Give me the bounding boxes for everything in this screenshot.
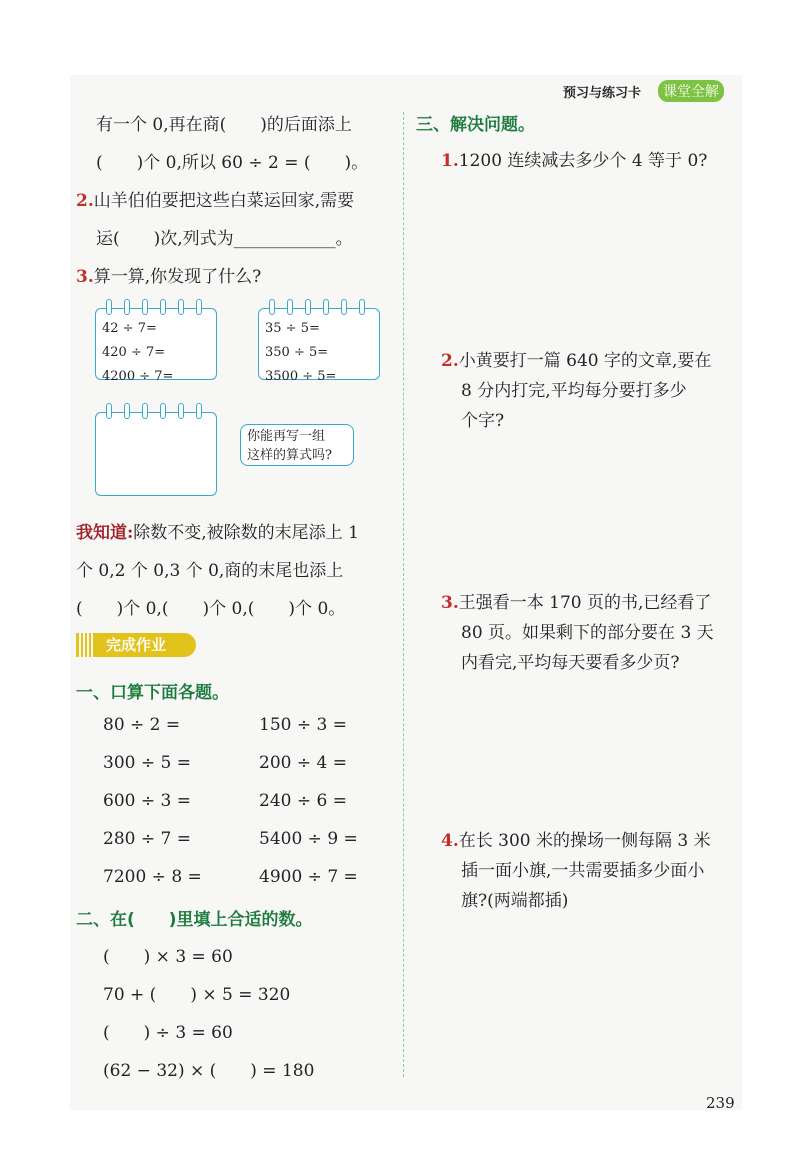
text-line: ( )个 0,所以 60 ÷ 2 = ( )。 bbox=[96, 153, 369, 173]
equation: 35 ÷ 5= bbox=[265, 321, 320, 336]
know-text: 个 0,2 个 0,3 个 0,商的末尾也添上 bbox=[76, 561, 344, 581]
text-line: 有一个 0,再在商( )的后面添上 bbox=[96, 115, 352, 135]
question-number: 2. bbox=[441, 351, 459, 371]
fill-item: ( ) ÷ 3 = 60 bbox=[103, 1023, 233, 1043]
column-divider bbox=[403, 112, 404, 1077]
section-heading: 一、口算下面各题。 bbox=[76, 683, 229, 703]
problem-text bbox=[441, 588, 711, 613]
section-banner: 完成作业 bbox=[76, 633, 196, 657]
bubble-text: 这样的算式吗? bbox=[247, 448, 332, 463]
calc-item: 200 ÷ 4 = bbox=[259, 753, 347, 773]
question-text: 算一算,你发现了什么? bbox=[93, 267, 262, 287]
calc-item: 150 ÷ 3 = bbox=[259, 715, 347, 735]
equation: 3500 ÷ 5= bbox=[265, 369, 337, 384]
know-text: ( )个 0,( )个 0,( )个 0。 bbox=[76, 599, 346, 619]
calc-item: 7200 ÷ 8 = bbox=[103, 867, 202, 887]
problem-text: 旗?(两端都插) bbox=[461, 891, 569, 911]
header-badge: 课堂全解 bbox=[658, 80, 724, 102]
equation: 42 ÷ 7= bbox=[102, 321, 157, 336]
problem-text: 内看完,平均每天要看多少页? bbox=[461, 653, 680, 673]
know-label: 我知道: bbox=[76, 523, 134, 543]
notepad-blank bbox=[95, 412, 217, 496]
problem-text: 80 页。如果剩下的部分要在 3 天 bbox=[461, 623, 714, 643]
page-number: 239 bbox=[706, 1094, 735, 1112]
question-number: 1. bbox=[441, 151, 459, 171]
speech-bubble bbox=[240, 424, 354, 466]
calc-item: 80 ÷ 2 = bbox=[103, 715, 181, 735]
calc-item: 240 ÷ 6 = bbox=[259, 791, 347, 811]
problem-text bbox=[441, 826, 711, 851]
equation: 4200 ÷ 7= bbox=[102, 369, 174, 384]
question-text: 山羊伯伯要把这些白菜运回家,需要 bbox=[93, 191, 355, 211]
problem-line: 小黄要打一篇 640 字的文章,要在 bbox=[458, 351, 712, 371]
question-number: 3. bbox=[441, 593, 459, 613]
problem-line: 王强看一本 170 页的书,已经看了 bbox=[458, 593, 712, 613]
fill-item: (62 − 32) × ( ) = 180 bbox=[103, 1061, 315, 1081]
section-heading: 二、在( )里填上合适的数。 bbox=[76, 910, 313, 930]
calc-item: 4900 ÷ 7 = bbox=[259, 867, 358, 887]
problem-text: 个字? bbox=[461, 411, 505, 431]
problem-text: 插一面小旗,一共需要插多少面小 bbox=[461, 861, 705, 881]
fill-item: ( ) × 3 = 60 bbox=[103, 947, 233, 967]
problem-text: 8 分内打完,平均每分要打多少 bbox=[461, 381, 687, 401]
equation: 350 ÷ 5= bbox=[265, 345, 329, 360]
problem-text bbox=[441, 346, 711, 371]
question-number: 3. bbox=[76, 267, 94, 287]
fill-item: 70 + ( ) × 5 = 320 bbox=[103, 985, 291, 1005]
question-text: 运( )次,列式为____________。 bbox=[96, 229, 353, 249]
calc-item: 600 ÷ 3 = bbox=[103, 791, 191, 811]
problem-line: 1200 连续减去多少个 4 等于 0? bbox=[458, 151, 708, 171]
header-title: 预习与练习卡 bbox=[563, 86, 642, 101]
equation: 420 ÷ 7= bbox=[102, 345, 166, 360]
notepad-2 bbox=[258, 308, 380, 384]
calc-item: 300 ÷ 5 = bbox=[103, 753, 191, 773]
calc-item: 5400 ÷ 9 = bbox=[259, 829, 358, 849]
calc-item: 280 ÷ 7 = bbox=[103, 829, 191, 849]
know-text: 除数不变,被除数的末尾添上 1 bbox=[133, 523, 359, 543]
section-heading: 三、解决问题。 bbox=[416, 115, 535, 135]
question-number: 2. bbox=[76, 191, 94, 211]
problem-line: 在长 300 米的操场一侧每隔 3 米 bbox=[458, 831, 711, 851]
bubble-text: 你能再写一组 bbox=[247, 429, 326, 444]
problem-text bbox=[441, 146, 707, 171]
notepad-1 bbox=[95, 308, 217, 384]
question-number: 4. bbox=[441, 831, 459, 851]
